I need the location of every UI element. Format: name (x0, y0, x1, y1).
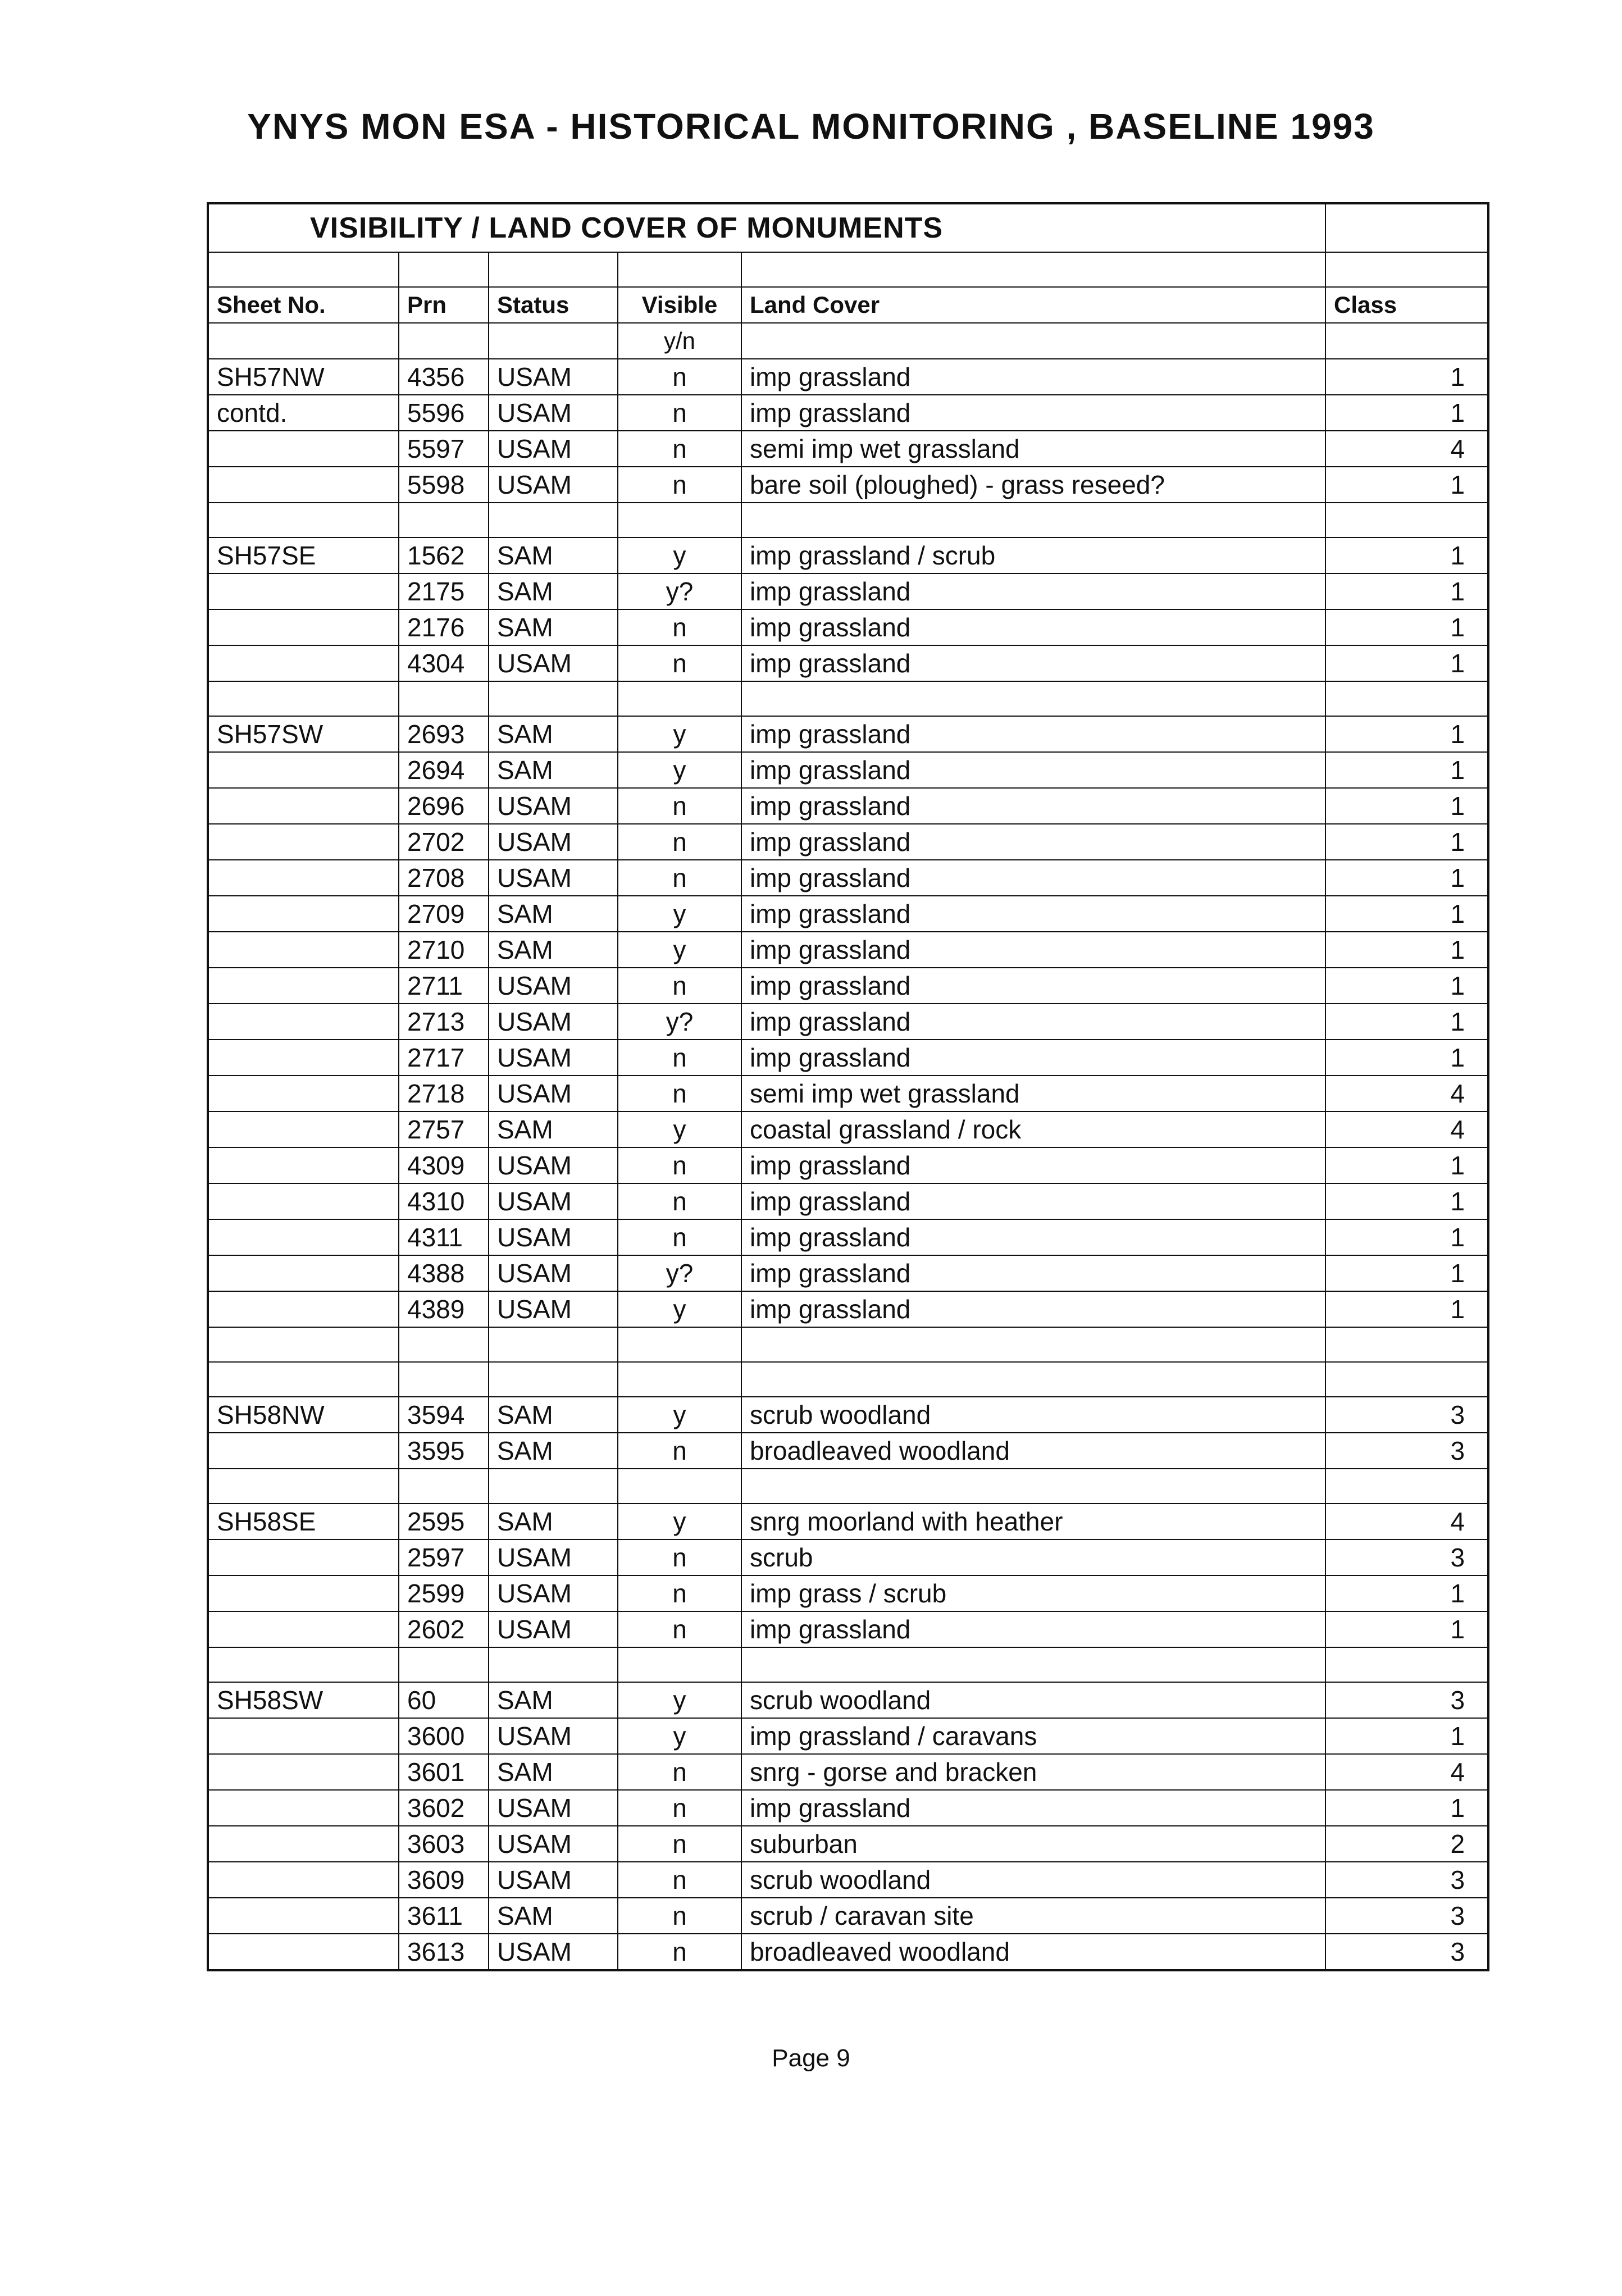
class-cell: 1 (1325, 824, 1488, 860)
status-cell: USAM (489, 968, 618, 1004)
class-cell: 1 (1325, 1183, 1488, 1219)
class-cell: 1 (1325, 467, 1488, 503)
prn-cell: 5598 (399, 467, 489, 503)
status-cell: SAM (489, 1111, 618, 1147)
land-cover-cell: imp grassland (741, 1255, 1325, 1291)
prn-cell: 4356 (399, 359, 489, 395)
sheet-cell (208, 1004, 399, 1040)
land-cover-cell: scrub (741, 1539, 1325, 1575)
sheet-cell (208, 1040, 399, 1076)
prn-cell: 2694 (399, 752, 489, 788)
visible-cell: y (618, 537, 741, 573)
visible-cell: n (618, 1433, 741, 1469)
status-cell: USAM (489, 1718, 618, 1754)
land-cover-cell: snrg moorland with heather (741, 1504, 1325, 1539)
prn-cell: 60 (399, 1682, 489, 1718)
land-cover-cell: imp grassland (741, 1004, 1325, 1040)
status-cell: SAM (489, 573, 618, 609)
table-row (208, 395, 1488, 431)
sheet-cell (208, 1433, 399, 1469)
header-visible-sub: y/n (618, 323, 741, 359)
visible-cell: y? (618, 1004, 741, 1040)
sheet-cell: contd. (208, 395, 399, 431)
prn-cell: 2693 (399, 716, 489, 752)
table-row (208, 1862, 1488, 1898)
prn-cell: 2602 (399, 1611, 489, 1647)
visible-cell: n (618, 788, 741, 824)
table-row (208, 860, 1488, 896)
visible-cell: n (618, 1147, 741, 1183)
sheet-cell: SH58NW (208, 1397, 399, 1433)
sheet-cell (208, 609, 399, 645)
visible-cell: n (618, 395, 741, 431)
table-row (208, 1754, 1488, 1790)
land-cover-cell: imp grassland (741, 395, 1325, 431)
class-cell: 1 (1325, 896, 1488, 932)
sheet-cell: SH57NW (208, 359, 399, 395)
table-row (208, 932, 1488, 968)
sheet-cell (208, 1611, 399, 1647)
class-cell: 4 (1325, 1754, 1488, 1790)
prn-cell: 3600 (399, 1718, 489, 1754)
sheet-cell (208, 1862, 399, 1898)
land-cover-cell: imp grassland (741, 609, 1325, 645)
class-cell: 1 (1325, 1255, 1488, 1291)
prn-cell: 2718 (399, 1076, 489, 1111)
visible-cell: n (618, 1898, 741, 1934)
class-cell: 3 (1325, 1682, 1488, 1718)
class-cell: 4 (1325, 1076, 1488, 1111)
header-sheet: Sheet No. (208, 287, 399, 323)
prn-cell: 2717 (399, 1040, 489, 1076)
visible-cell: y? (618, 573, 741, 609)
table-row (208, 537, 1488, 573)
status-cell: USAM (489, 1255, 618, 1291)
subheader-row (208, 323, 1488, 359)
visible-cell: n (618, 1826, 741, 1862)
prn-cell: 4388 (399, 1255, 489, 1291)
land-cover-cell: imp grassland (741, 716, 1325, 752)
table-row (208, 1219, 1488, 1255)
table-row (208, 609, 1488, 645)
visible-cell: n (618, 1219, 741, 1255)
land-cover-cell: scrub woodland (741, 1862, 1325, 1898)
class-cell: 3 (1325, 1433, 1488, 1469)
status-cell: USAM (489, 1539, 618, 1575)
monument-table (207, 202, 1489, 1971)
status-cell: USAM (489, 359, 618, 395)
sheet-cell (208, 752, 399, 788)
visible-cell: n (618, 609, 741, 645)
prn-cell: 2696 (399, 788, 489, 824)
land-cover-cell: bare soil (ploughed) - grass reseed? (741, 467, 1325, 503)
land-cover-cell: imp grassland (741, 824, 1325, 860)
sheet-cell: SH58SW (208, 1682, 399, 1718)
sheet-cell: SH58SE (208, 1504, 399, 1539)
status-cell: USAM (489, 1076, 618, 1111)
status-cell: USAM (489, 1147, 618, 1183)
table-body (208, 203, 1488, 1970)
sheet-cell (208, 896, 399, 932)
sheet-cell (208, 1934, 399, 1970)
header-row (208, 287, 1488, 323)
class-cell: 1 (1325, 359, 1488, 395)
class-cell: 1 (1325, 645, 1488, 681)
prn-cell: 3603 (399, 1826, 489, 1862)
visible-cell: y? (618, 1255, 741, 1291)
land-cover-cell: imp grassland / caravans (741, 1718, 1325, 1754)
land-cover-cell: imp grassland / scrub (741, 537, 1325, 573)
table-row (208, 1433, 1488, 1469)
sheet-cell (208, 645, 399, 681)
prn-cell: 2175 (399, 573, 489, 609)
table-row (208, 1255, 1488, 1291)
prn-cell: 2599 (399, 1575, 489, 1611)
status-cell: USAM (489, 1826, 618, 1862)
sheet-cell (208, 1111, 399, 1147)
table-row (208, 573, 1488, 609)
land-cover-cell: imp grassland (741, 359, 1325, 395)
table-row (208, 1934, 1488, 1970)
land-cover-cell: imp grassland (741, 1040, 1325, 1076)
class-cell: 1 (1325, 1718, 1488, 1754)
class-cell: 1 (1325, 395, 1488, 431)
class-cell: 1 (1325, 1147, 1488, 1183)
class-cell: 1 (1325, 788, 1488, 824)
prn-cell: 5597 (399, 431, 489, 467)
visible-cell: y (618, 752, 741, 788)
prn-cell: 2757 (399, 1111, 489, 1147)
sheet-cell (208, 1754, 399, 1790)
class-cell: 4 (1325, 1504, 1488, 1539)
prn-cell: 1562 (399, 537, 489, 573)
header-land-cover: Land Cover (741, 287, 1325, 323)
land-cover-cell: imp grassland (741, 645, 1325, 681)
table-row (208, 645, 1488, 681)
land-cover-cell: scrub woodland (741, 1682, 1325, 1718)
class-cell: 3 (1325, 1934, 1488, 1970)
visible-cell: n (618, 1040, 741, 1076)
table-row (208, 788, 1488, 824)
table-row (208, 1291, 1488, 1327)
table-row (208, 1682, 1488, 1718)
land-cover-cell: imp grassland (741, 968, 1325, 1004)
prn-cell: 2711 (399, 968, 489, 1004)
table-row (208, 896, 1488, 932)
visible-cell: n (618, 1754, 741, 1790)
status-cell: USAM (489, 1291, 618, 1327)
status-cell: USAM (489, 1183, 618, 1219)
sheet-cell (208, 1291, 399, 1327)
prn-cell: 2708 (399, 860, 489, 896)
sheet-cell (208, 467, 399, 503)
visible-cell: n (618, 1862, 741, 1898)
prn-cell: 3609 (399, 1862, 489, 1898)
land-cover-cell: imp grassland (741, 1611, 1325, 1647)
group-spacer-row (208, 1469, 1488, 1504)
prn-cell: 2176 (399, 609, 489, 645)
class-cell: 1 (1325, 609, 1488, 645)
sheet-cell (208, 1790, 399, 1826)
class-cell: 1 (1325, 1219, 1488, 1255)
prn-cell: 4309 (399, 1147, 489, 1183)
land-cover-cell: imp grassland (741, 1219, 1325, 1255)
land-cover-cell: imp grassland (741, 1291, 1325, 1327)
visible-cell: y (618, 932, 741, 968)
status-cell: USAM (489, 1862, 618, 1898)
document-title: YNYS MON ESA - HISTORICAL MONITORING , BASELINE 1993 (247, 106, 1375, 147)
table-row (208, 1147, 1488, 1183)
status-cell: USAM (489, 1004, 618, 1040)
sheet-cell (208, 860, 399, 896)
status-cell: USAM (489, 395, 618, 431)
visible-cell: y (618, 1111, 741, 1147)
land-cover-cell: suburban (741, 1826, 1325, 1862)
status-cell: USAM (489, 1040, 618, 1076)
class-cell: 2 (1325, 1826, 1488, 1862)
sheet-cell (208, 431, 399, 467)
visible-cell: y (618, 1718, 741, 1754)
visible-cell: n (618, 1575, 741, 1611)
table-row (208, 1504, 1488, 1539)
class-cell: 1 (1325, 1291, 1488, 1327)
land-cover-cell: snrg - gorse and bracken (741, 1754, 1325, 1790)
class-cell: 1 (1325, 573, 1488, 609)
sheet-cell (208, 1076, 399, 1111)
table-row (208, 1539, 1488, 1575)
visible-cell: y (618, 1504, 741, 1539)
status-cell: SAM (489, 609, 618, 645)
visible-cell: n (618, 824, 741, 860)
prn-cell: 4389 (399, 1291, 489, 1327)
land-cover-cell: semi imp wet grassland (741, 1076, 1325, 1111)
visible-cell: n (618, 467, 741, 503)
status-cell: SAM (489, 1433, 618, 1469)
header-visible: Visible (618, 287, 741, 323)
table-row (208, 1004, 1488, 1040)
status-cell: USAM (489, 1790, 618, 1826)
prn-cell: 2702 (399, 824, 489, 860)
land-cover-cell: imp grassland (741, 1790, 1325, 1826)
prn-cell: 4310 (399, 1183, 489, 1219)
class-cell: 4 (1325, 1111, 1488, 1147)
visible-cell: n (618, 359, 741, 395)
status-cell: SAM (489, 1754, 618, 1790)
land-cover-cell: broadleaved woodland (741, 1433, 1325, 1469)
status-cell: USAM (489, 431, 618, 467)
class-cell: 1 (1325, 1004, 1488, 1040)
prn-cell: 3601 (399, 1754, 489, 1790)
sheet-cell (208, 1898, 399, 1934)
land-cover-cell: imp grassland (741, 1147, 1325, 1183)
class-cell: 3 (1325, 1539, 1488, 1575)
page-number: Page 9 (772, 2044, 850, 2072)
prn-cell: 4311 (399, 1219, 489, 1255)
status-cell: USAM (489, 860, 618, 896)
table-row (208, 1611, 1488, 1647)
class-cell: 1 (1325, 716, 1488, 752)
sheet-cell (208, 932, 399, 968)
class-cell: 1 (1325, 1611, 1488, 1647)
table-row (208, 1790, 1488, 1826)
table-row (208, 716, 1488, 752)
table-row (208, 1826, 1488, 1862)
sheet-cell (208, 1255, 399, 1291)
land-cover-cell: imp grassland (741, 860, 1325, 896)
prn-cell: 2713 (399, 1004, 489, 1040)
class-cell: 3 (1325, 1397, 1488, 1433)
prn-cell: 3595 (399, 1433, 489, 1469)
visible-cell: n (618, 1790, 741, 1826)
status-cell: SAM (489, 716, 618, 752)
table-caption: VISIBILITY / LAND COVER OF MONUMENTS (208, 203, 1325, 252)
table-row (208, 968, 1488, 1004)
visible-cell: n (618, 968, 741, 1004)
sheet-cell (208, 824, 399, 860)
visible-cell: n (618, 1611, 741, 1647)
status-cell: SAM (489, 537, 618, 573)
sheet-cell (208, 1718, 399, 1754)
header-prn: Prn (399, 287, 489, 323)
table-row (208, 431, 1488, 467)
status-cell: USAM (489, 1934, 618, 1970)
status-cell: SAM (489, 932, 618, 968)
table-row (208, 1183, 1488, 1219)
table-row (208, 1040, 1488, 1076)
header-class: Class (1325, 287, 1488, 323)
visible-cell: y (618, 1397, 741, 1433)
table-row (208, 1718, 1488, 1754)
class-cell: 1 (1325, 932, 1488, 968)
class-cell: 1 (1325, 1040, 1488, 1076)
land-cover-cell: scrub / caravan site (741, 1898, 1325, 1934)
table-row (208, 1575, 1488, 1611)
prn-cell: 3613 (399, 1934, 489, 1970)
visible-cell: y (618, 1291, 741, 1327)
table-row (208, 1111, 1488, 1147)
class-cell: 1 (1325, 1790, 1488, 1826)
visible-cell: y (618, 896, 741, 932)
sheet-cell (208, 573, 399, 609)
visible-cell: n (618, 645, 741, 681)
status-cell: USAM (489, 467, 618, 503)
status-cell: SAM (489, 1397, 618, 1433)
status-cell: USAM (489, 1219, 618, 1255)
sheet-cell (208, 1575, 399, 1611)
land-cover-cell: broadleaved woodland (741, 1934, 1325, 1970)
title-blank-cell (1325, 203, 1488, 252)
sheet-cell (208, 1183, 399, 1219)
prn-cell: 3611 (399, 1898, 489, 1934)
class-cell: 1 (1325, 752, 1488, 788)
sheet-cell: SH57SE (208, 537, 399, 573)
table-row (208, 1397, 1488, 1433)
group-spacer-row (208, 1647, 1488, 1682)
sheet-cell (208, 1539, 399, 1575)
class-cell: 1 (1325, 537, 1488, 573)
status-cell: SAM (489, 1504, 618, 1539)
status-cell: SAM (489, 1682, 618, 1718)
sheet-cell (208, 1826, 399, 1862)
visible-cell: y (618, 716, 741, 752)
land-cover-cell: scrub woodland (741, 1397, 1325, 1433)
land-cover-cell: semi imp wet grassland (741, 431, 1325, 467)
table-row (208, 359, 1488, 395)
class-cell: 4 (1325, 431, 1488, 467)
table-row (208, 824, 1488, 860)
prn-cell: 2709 (399, 896, 489, 932)
prn-cell: 3594 (399, 1397, 489, 1433)
prn-cell: 2710 (399, 932, 489, 968)
class-cell: 3 (1325, 1898, 1488, 1934)
sheet-cell (208, 968, 399, 1004)
table-row (208, 467, 1488, 503)
visible-cell: n (618, 1076, 741, 1111)
table-row (208, 1898, 1488, 1934)
visible-cell: n (618, 1934, 741, 1970)
sheet-cell: SH57SW (208, 716, 399, 752)
status-cell: USAM (489, 788, 618, 824)
land-cover-cell: imp grassland (741, 1183, 1325, 1219)
class-cell: 1 (1325, 1575, 1488, 1611)
land-cover-cell: imp grassland (741, 788, 1325, 824)
status-cell: USAM (489, 1575, 618, 1611)
land-cover-cell: imp grassland (741, 752, 1325, 788)
sheet-cell (208, 1147, 399, 1183)
visible-cell: n (618, 860, 741, 896)
header-spacer-row (208, 252, 1488, 287)
class-cell: 1 (1325, 860, 1488, 896)
land-cover-cell: imp grassland (741, 932, 1325, 968)
sheet-cell (208, 788, 399, 824)
land-cover-cell: imp grassland (741, 896, 1325, 932)
group-spacer-row (208, 681, 1488, 716)
class-cell: 1 (1325, 968, 1488, 1004)
visible-cell: y (618, 1682, 741, 1718)
status-cell: SAM (489, 896, 618, 932)
group-spacer-row (208, 503, 1488, 537)
status-cell: USAM (489, 824, 618, 860)
group-spacer-row (208, 1362, 1488, 1397)
prn-cell: 3602 (399, 1790, 489, 1826)
prn-cell: 4304 (399, 645, 489, 681)
table-title-row (208, 203, 1488, 252)
visible-cell: n (618, 431, 741, 467)
table-row (208, 752, 1488, 788)
status-cell: SAM (489, 752, 618, 788)
status-cell: USAM (489, 1611, 618, 1647)
header-status: Status (489, 287, 618, 323)
visible-cell: n (618, 1183, 741, 1219)
prn-cell: 2597 (399, 1539, 489, 1575)
table-row (208, 1076, 1488, 1111)
status-cell: SAM (489, 1898, 618, 1934)
group-spacer-row (208, 1327, 1488, 1362)
visible-cell: n (618, 1539, 741, 1575)
land-cover-cell: imp grassland (741, 573, 1325, 609)
land-cover-cell: coastal grassland / rock (741, 1111, 1325, 1147)
class-cell: 3 (1325, 1862, 1488, 1898)
prn-cell: 2595 (399, 1504, 489, 1539)
status-cell: USAM (489, 645, 618, 681)
sheet-cell (208, 1219, 399, 1255)
land-cover-cell: imp grass / scrub (741, 1575, 1325, 1611)
prn-cell: 5596 (399, 395, 489, 431)
